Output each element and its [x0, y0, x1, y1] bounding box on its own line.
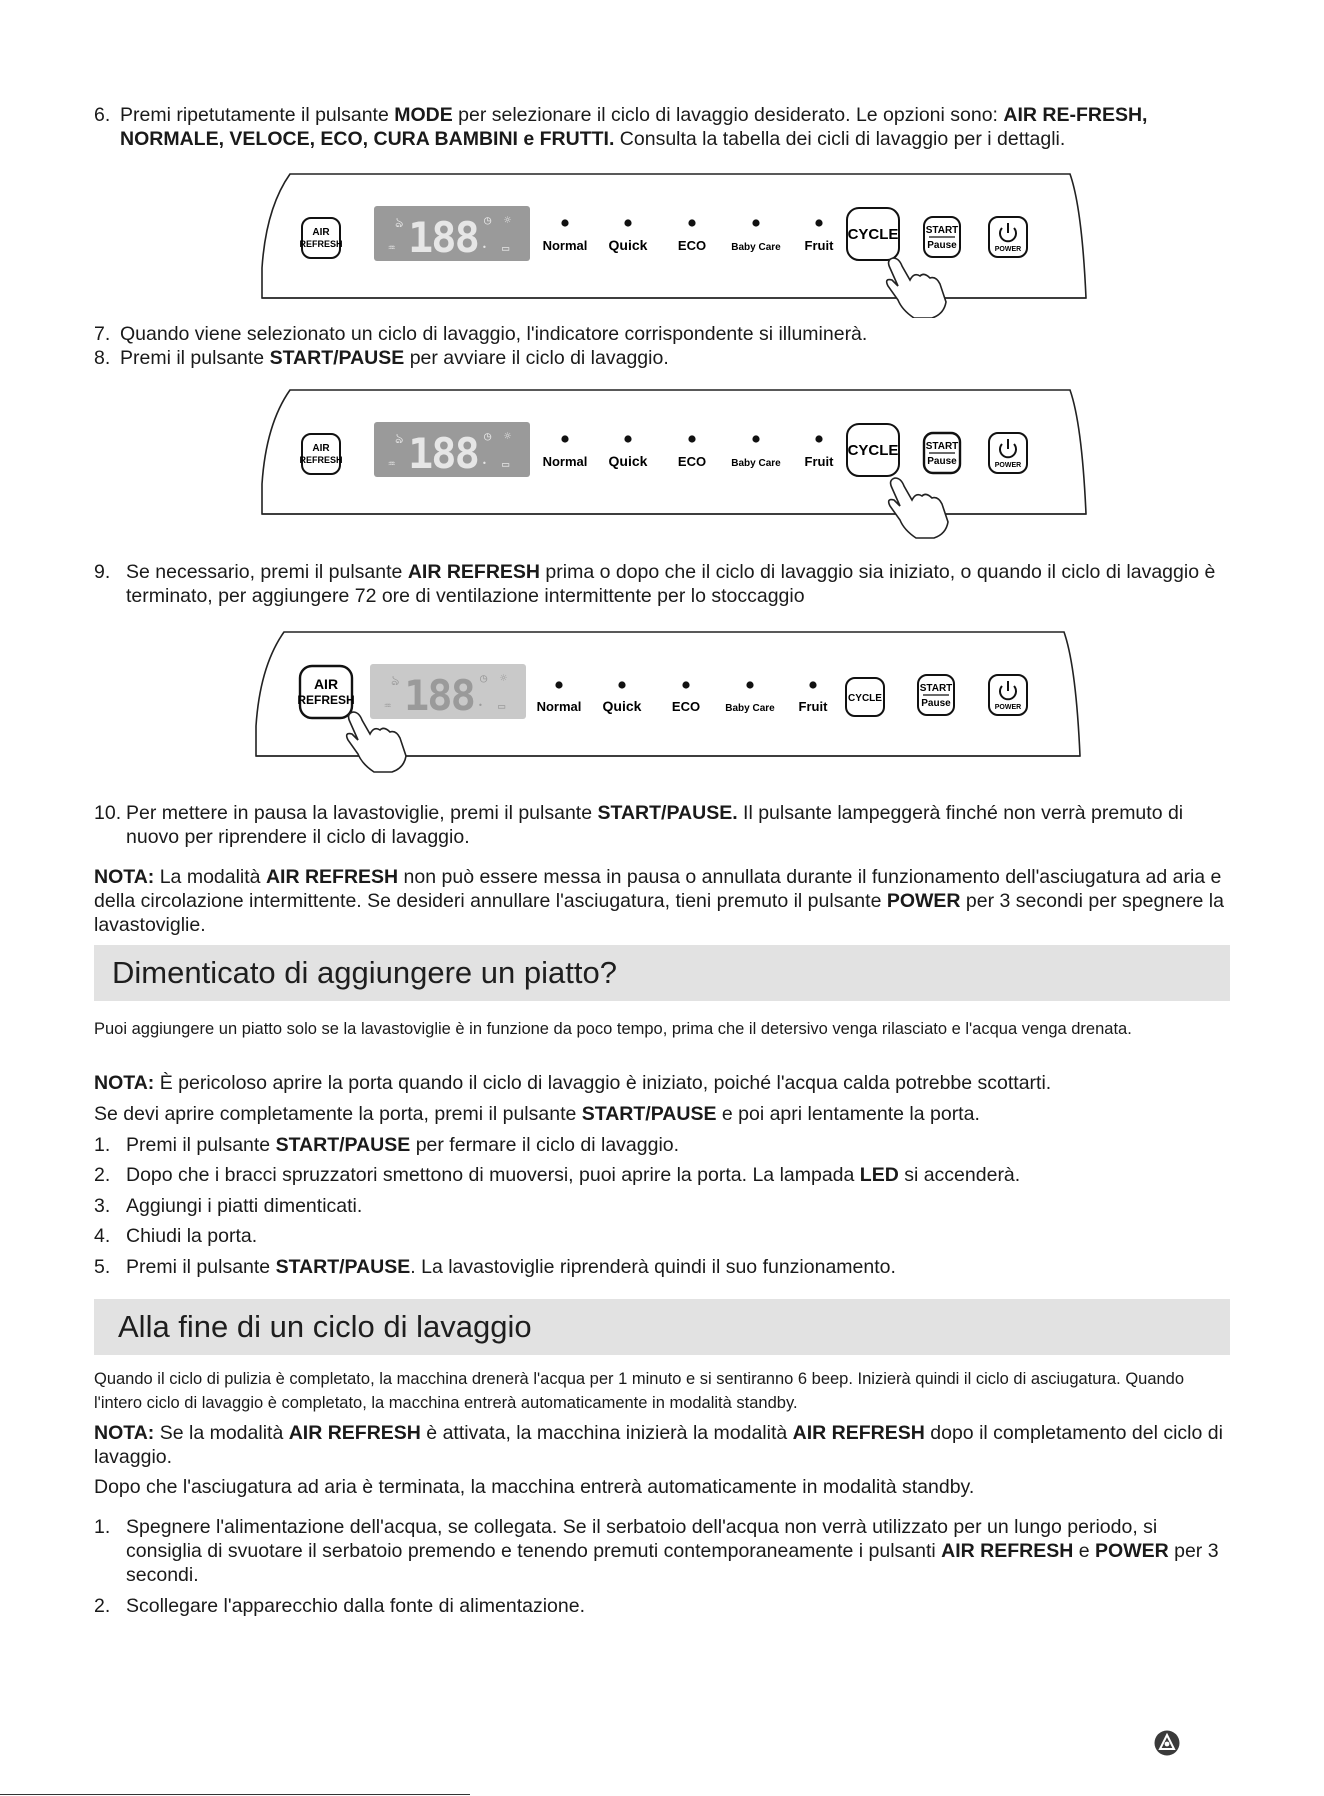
text: e [1073, 1540, 1096, 1562]
start-label: START [925, 441, 959, 452]
power-label: POWER [994, 704, 1022, 711]
bold-text: AIR REFRESH [288, 1422, 421, 1444]
text: Il pulsante lampeggerà finché non verrà premuto di nuovo per riprendere il ciclo di lavaggio. [126, 802, 1184, 848]
text: per avviare il ciclo di lavaggio. [404, 347, 669, 369]
bold-text: AIR REFRESH [265, 866, 399, 888]
svg-text:☼: ☼ [500, 671, 508, 685]
text: si accenderà. [898, 1164, 1021, 1186]
text: Quando viene selezionato un ciclo di lavaggio, l'indicatore corrispondente si illuminerà. [120, 323, 868, 345]
note-label: NOTA: [94, 1072, 155, 1094]
indicator-dot [624, 435, 631, 442]
label-quick: Quick [602, 698, 642, 714]
instruction-line [94, 1102, 1234, 1126]
indicator-dot [688, 219, 695, 226]
text: Spegnere l'alimentazione dell'acqua, se collegata. Se il serbatoio dell'acqua non verrà utilizzato per un lungo periodo, si consiglia di svuotare il serbatoio premendo e tenendo premuti contemporaneamente i pulsanti [126, 1516, 1158, 1562]
text: è attivata, la macchina inizierà la modalità [420, 1422, 793, 1444]
text: Chiudi la porta. [126, 1225, 258, 1247]
text: Se necessario, premi il pulsante [126, 561, 408, 583]
svg-text:♒: ♒ [384, 698, 392, 712]
indicator-dot [752, 219, 759, 226]
step-number: 2. [94, 1164, 111, 1186]
cycle-button-label: CYCLE [847, 442, 899, 459]
text: per selezionare il ciclo di lavaggio desiderato. Le opzioni sono: [452, 104, 1004, 126]
indicator-dot [561, 219, 568, 226]
label-baby-care: Baby Care [725, 703, 775, 714]
bold-text: START/PAUSE. [597, 802, 738, 824]
instruction-line: Dopo che l'asciugatura ad aria è terminata, la macchina entrerà automaticamente in modalità standby. [94, 1476, 975, 1498]
text: Scollegare l'apparecchio dalla fonte di alimentazione. [126, 1595, 586, 1617]
step-number: 4. [94, 1225, 111, 1247]
indicator-dot [561, 435, 568, 442]
step-number: 7. [94, 323, 111, 345]
text: . La lavastoviglie riprenderà quindi il suo funzionamento. [410, 1256, 896, 1278]
air-refresh-label: REFRESH [299, 455, 343, 465]
air-refresh-label: AIR [312, 227, 330, 238]
text: Se la modalità [154, 1422, 289, 1444]
indicator-dot [746, 681, 753, 688]
svg-text:188: 188 [408, 429, 478, 478]
start-label: START [925, 225, 959, 236]
step-number: 5. [94, 1256, 111, 1278]
control-panel-air-refresh [254, 626, 1084, 796]
indicator-dot [752, 435, 759, 442]
bold-text: AIR REFRESH [941, 1540, 1074, 1562]
indicator-dot [688, 435, 695, 442]
control-panel-illustration [260, 168, 1090, 318]
bold-text: START/PAUSE [269, 347, 405, 369]
bold-text: START/PAUSE [581, 1103, 717, 1125]
air-refresh-button[interactable] [302, 218, 340, 258]
power-label: POWER [994, 462, 1022, 469]
label-eco: ECO [677, 238, 707, 253]
text: per 3 secondi per spegnere la lavastoviglie. [94, 890, 1224, 936]
label-normal: Normal [542, 238, 588, 253]
label-normal: Normal [536, 699, 582, 714]
bold-text: POWER [1095, 1540, 1169, 1562]
power-label: POWER [994, 246, 1022, 253]
bold-text: AIR REFRESH [792, 1422, 925, 1444]
control-panel-illustration [254, 626, 1084, 796]
step-number: 8. [94, 347, 111, 369]
label-normal: Normal [542, 454, 588, 469]
step-number: 6. [94, 104, 111, 126]
indicator-dot [618, 681, 625, 688]
bold-text: START/PAUSE [275, 1134, 411, 1156]
svg-text:♒: ♒ [388, 456, 396, 470]
air-refresh-label: REFRESH [299, 239, 343, 249]
text: e poi apri lentamente la porta. [716, 1103, 980, 1125]
section-intro: Puoi aggiungere un piatto solo se la lavastoviglie è in funzione da poco tempo, prima che il detersivo venga rilasciato e l'acqua venga drenata. [94, 1020, 1132, 1038]
text: per fermare il ciclo di lavaggio. [410, 1134, 680, 1156]
indicator-dot [555, 681, 562, 688]
bold-text: MODE [394, 104, 453, 126]
step-number: 2. [94, 1595, 111, 1617]
step-number: 3. [94, 1195, 111, 1217]
label-eco: ECO [671, 699, 701, 714]
bold-text: START/PAUSE [275, 1256, 411, 1278]
section-intro: Quando il ciclo di pulizia è completato, la macchina drenerà l'acqua per 1 minuto e si sentiranno 6 beep. Inizierà quindi il ciclo di asciugatura. Quando l'intero ciclo di lavaggio è completato, la macchina entrerà automaticamente in modalità standby. [94, 1370, 1185, 1412]
bold-text: AIR REFRESH [407, 561, 540, 583]
text: dopo il completamento del ciclo di lavaggio. [94, 1422, 1223, 1468]
label-baby-care: Baby Care [731, 242, 781, 253]
svg-text:◷: ◷ [484, 213, 492, 227]
text: per 3 secondi. [126, 1540, 1219, 1586]
label-quick: Quick [608, 453, 648, 469]
step-number: 1. [94, 1516, 111, 1538]
step-number: 9. [94, 561, 111, 583]
section-title: Alla fine di un ciclo di lavaggio [118, 1309, 532, 1344]
note-label: NOTA: [94, 866, 155, 888]
pause-label: Pause [921, 698, 951, 709]
air-refresh-button[interactable] [300, 666, 352, 718]
text: Premi ripetutamente il pulsante [120, 104, 395, 126]
control-panel-illustration [260, 384, 1090, 554]
svg-text:•: • [482, 459, 487, 468]
label-eco: ECO [677, 454, 707, 469]
indicator-dot [815, 435, 822, 442]
label-fruit: Fruit [798, 699, 828, 714]
label-quick: Quick [608, 237, 648, 253]
svg-text:▭: ▭ [498, 699, 506, 713]
svg-text:ঌ: ঌ [395, 431, 404, 447]
section-header-end-of-cycle [94, 1299, 1230, 1355]
air-refresh-label: AIR [312, 443, 330, 454]
bold-text: LED [859, 1164, 899, 1186]
pause-label: Pause [927, 456, 957, 467]
indicator-dot [682, 681, 689, 688]
svg-text:♒: ♒ [388, 240, 396, 254]
bold-text: AIR RE-FRESH, NORMALE, VELOCE, ECO, CURA BAMBINI e FRUTTI. [120, 104, 1148, 150]
text: non può essere messa in pausa o annullata durante il funzionamento dell'asciugatura ad aria e della circolazione intermittente. Se desideri annullare l'asciugatura, tieni premuto il pulsante [94, 866, 1222, 912]
svg-text:◷: ◷ [480, 671, 488, 685]
svg-text:•: • [478, 701, 483, 710]
text: Aggiungi i piatti dimenticati. [126, 1195, 363, 1217]
text: La modalità [154, 866, 266, 888]
air-refresh-label: REFRESH [297, 693, 355, 707]
svg-text:•: • [482, 243, 487, 252]
svg-text:188: 188 [404, 671, 474, 720]
indicator-dot [815, 219, 822, 226]
text: Premi il pulsante [126, 1134, 276, 1156]
svg-text:☼: ☼ [504, 429, 512, 443]
control-panel-cycle-2 [260, 384, 1090, 554]
note-danger [94, 1071, 1234, 1095]
section-title: Dimenticato di aggiungere un piatto? [112, 955, 617, 990]
text: Premi il pulsante [126, 1256, 276, 1278]
cycle-button-label: CYCLE [847, 226, 899, 243]
svg-text:188: 188 [408, 213, 478, 262]
svg-text:ঌ: ঌ [391, 673, 400, 689]
label-fruit: Fruit [804, 454, 834, 469]
svg-text:◷: ◷ [484, 429, 492, 443]
note-air-refresh-end [94, 1421, 1234, 1469]
text: Se devi aprire completamente la porta, premi il pulsante [94, 1103, 582, 1125]
step-number: 10. [94, 802, 122, 824]
svg-text:☼: ☼ [504, 213, 512, 227]
pause-label: Pause [927, 240, 957, 251]
text: Consulta la tabella dei cicli di lavaggio per i dettagli. [614, 128, 1066, 150]
control-panel-cycle-1 [260, 168, 1090, 318]
start-label: START [919, 683, 953, 694]
note-label: NOTA: [94, 1422, 155, 1444]
cycle-button-label: CYCLE [848, 693, 882, 704]
section-header-forgot-dish [94, 945, 1230, 1001]
svg-text:▭: ▭ [502, 457, 510, 471]
indicator-dot [809, 681, 816, 688]
label-fruit: Fruit [804, 238, 834, 253]
svg-text:ঌ: ঌ [395, 215, 404, 231]
svg-text:▭: ▭ [502, 241, 510, 255]
brand-logo-icon [1154, 1730, 1180, 1756]
air-refresh-label: AIR [313, 676, 339, 692]
text: Per mettere in pausa la lavastoviglie, premi il pulsante [126, 802, 598, 824]
text: Premi il pulsante [120, 347, 270, 369]
air-refresh-button[interactable] [302, 434, 340, 474]
bold-text: POWER [886, 890, 961, 912]
text: È pericoloso aprire la porta quando il ciclo di lavaggio è iniziato, poiché l'acqua calda potrebbe scottarti. [154, 1072, 1052, 1094]
indicator-dot [624, 219, 631, 226]
note-air-refresh [94, 865, 1234, 937]
footer-divider [0, 1794, 470, 1795]
label-baby-care: Baby Care [731, 458, 781, 469]
step-number: 1. [94, 1134, 111, 1156]
text: prima o dopo che il ciclo di lavaggio sia iniziato, o quando il ciclo di lavaggio è terminato, per aggiungere 72 ore di ventilazione intermittente per lo stoccaggio [126, 561, 1216, 607]
text: Dopo che i bracci spruzzatori smettono di muoversi, puoi aprire la porta. La lampada [126, 1164, 860, 1186]
